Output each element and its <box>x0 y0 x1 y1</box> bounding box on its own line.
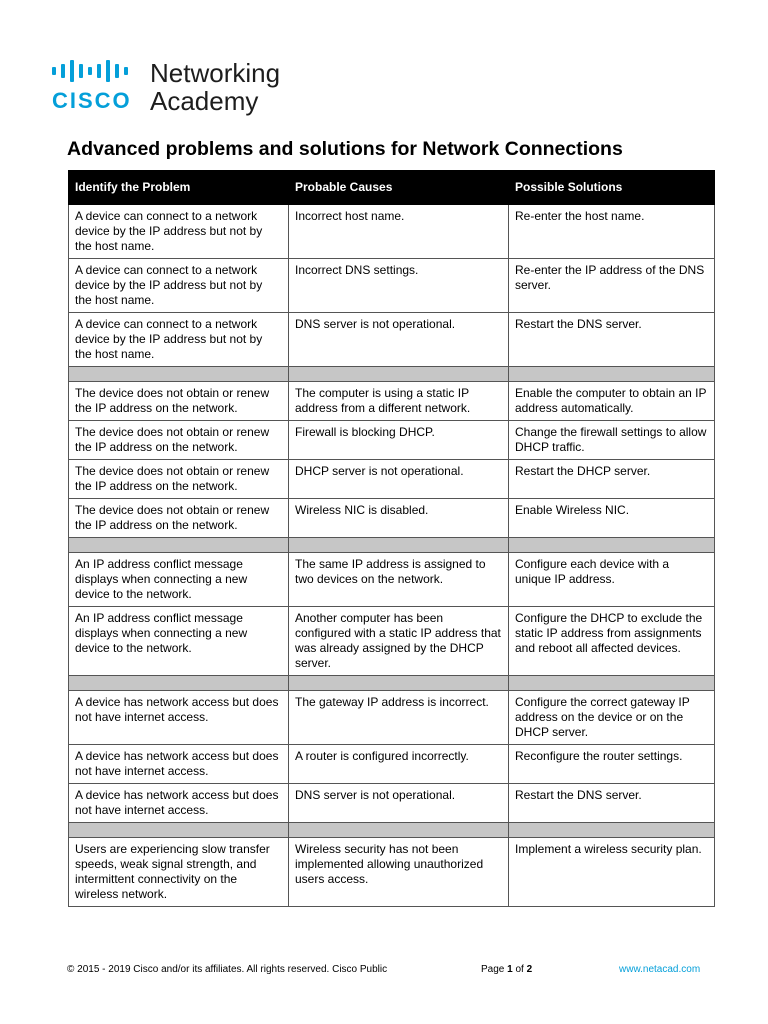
table-row <box>69 499 715 538</box>
header-identify-problem: Identify the Problem <box>69 171 289 205</box>
problem-cell: A device can connect to a network device by the IP address but not by the host name. <box>69 313 289 367</box>
table-row <box>69 259 715 313</box>
separator-cell <box>509 538 715 553</box>
solution-cell: Change the firewall settings to allow DHCP traffic. <box>509 421 715 460</box>
footer-copyright: © 2015 - 2019 Cisco and/or its affiliates. All rights reserved. Cisco Public <box>67 964 388 975</box>
footer-page-number: Page 1 of 2 <box>481 964 533 975</box>
problem-cell: The device does not obtain or renew the IP address on the network. <box>69 421 289 460</box>
table-row <box>69 460 715 499</box>
table-row <box>69 745 715 784</box>
table-row <box>69 784 715 823</box>
table-separator-row <box>69 823 715 838</box>
cause-cell: The gateway IP address is incorrect. <box>289 691 509 745</box>
page-title: Advanced problems and solutions for Network Connections <box>67 138 623 160</box>
cause-cell: Wireless security has not been implemented allowing unauthorized users access. <box>289 838 509 907</box>
table-row <box>69 205 715 259</box>
table-header-row <box>69 171 715 205</box>
header-possible-solutions: Possible Solutions <box>509 171 715 205</box>
table-row <box>69 607 715 676</box>
cause-cell: A router is configured incorrectly. <box>289 745 509 784</box>
table-separator-row <box>69 538 715 553</box>
table-row <box>69 313 715 367</box>
solution-cell: Enable Wireless NIC. <box>509 499 715 538</box>
solution-cell: Configure each device with a unique IP address. <box>509 553 715 607</box>
problem-cell: The device does not obtain or renew the IP address on the network. <box>69 460 289 499</box>
cause-cell: DNS server is not operational. <box>289 313 509 367</box>
cause-cell: Firewall is blocking DHCP. <box>289 421 509 460</box>
table-separator-row <box>69 367 715 382</box>
problem-cell: An IP address conflict message displays when connecting a new device to the network. <box>69 607 289 676</box>
problem-cell: A device can connect to a network device by the IP address but not by the host name. <box>69 205 289 259</box>
solution-cell: Configure the correct gateway IP address on the device or on the DHCP server. <box>509 691 715 745</box>
solution-cell: Re-enter the host name. <box>509 205 715 259</box>
solution-cell: Restart the DHCP server. <box>509 460 715 499</box>
cause-cell: Incorrect DNS settings. <box>289 259 509 313</box>
cause-cell: Wireless NIC is disabled. <box>289 499 509 538</box>
solution-cell: Enable the computer to obtain an IP address automatically. <box>509 382 715 421</box>
solution-cell: Restart the DNS server. <box>509 313 715 367</box>
solution-cell: Re-enter the IP address of the DNS server. <box>509 259 715 313</box>
cause-cell: Incorrect host name. <box>289 205 509 259</box>
footer-website-link[interactable]: www.netacad.com <box>619 964 701 975</box>
separator-cell <box>289 676 509 691</box>
solution-cell: Restart the DNS server. <box>509 784 715 823</box>
separator-cell <box>69 367 289 382</box>
separator-cell <box>69 823 289 838</box>
solution-cell: Configure the DHCP to exclude the static IP address from assignments and reboot all affected devices. <box>509 607 715 676</box>
table-row <box>69 553 715 607</box>
cause-cell: The computer is using a static IP address from a different network. <box>289 382 509 421</box>
cisco-wordmark: CISCO <box>52 88 132 113</box>
logo-academy: Academy <box>150 86 259 116</box>
table-row <box>69 382 715 421</box>
separator-cell <box>289 823 509 838</box>
problem-cell: An IP address conflict message displays when connecting a new device to the network. <box>69 553 289 607</box>
cause-cell: The same IP address is assigned to two devices on the network. <box>289 553 509 607</box>
problem-cell: A device has network access but does not have internet access. <box>69 691 289 745</box>
table-row <box>69 421 715 460</box>
separator-cell <box>69 538 289 553</box>
cause-cell: DNS server is not operational. <box>289 784 509 823</box>
header-probable-causes: Probable Causes <box>289 171 509 205</box>
separator-cell <box>289 538 509 553</box>
logo-networking: Networking <box>150 58 281 88</box>
solution-cell: Reconfigure the router settings. <box>509 745 715 784</box>
problem-cell: The device does not obtain or renew the IP address on the network. <box>69 382 289 421</box>
table-separator-row <box>69 676 715 691</box>
problem-cell: Users are experiencing slow transfer speeds, weak signal strength, and intermittent connectivity on the wireless network. <box>69 838 289 907</box>
table-row <box>69 838 715 907</box>
separator-cell <box>509 367 715 382</box>
cisco-bars-icon <box>52 58 128 84</box>
separator-cell <box>509 676 715 691</box>
problems-solutions-table <box>68 170 715 907</box>
problem-cell: A device has network access but does not have internet access. <box>69 784 289 823</box>
table-row <box>69 691 715 745</box>
solution-cell: Implement a wireless security plan. <box>509 838 715 907</box>
separator-cell <box>289 367 509 382</box>
problem-cell: The device does not obtain or renew the IP address on the network. <box>69 499 289 538</box>
cause-cell: DHCP server is not operational. <box>289 460 509 499</box>
separator-cell <box>509 823 715 838</box>
cause-cell: Another computer has been configured with a static IP address that was already assigned by the DHCP server. <box>289 607 509 676</box>
problem-cell: A device can connect to a network device by the IP address but not by the host name. <box>69 259 289 313</box>
separator-cell <box>69 676 289 691</box>
problem-cell: A device has network access but does not have internet access. <box>69 745 289 784</box>
